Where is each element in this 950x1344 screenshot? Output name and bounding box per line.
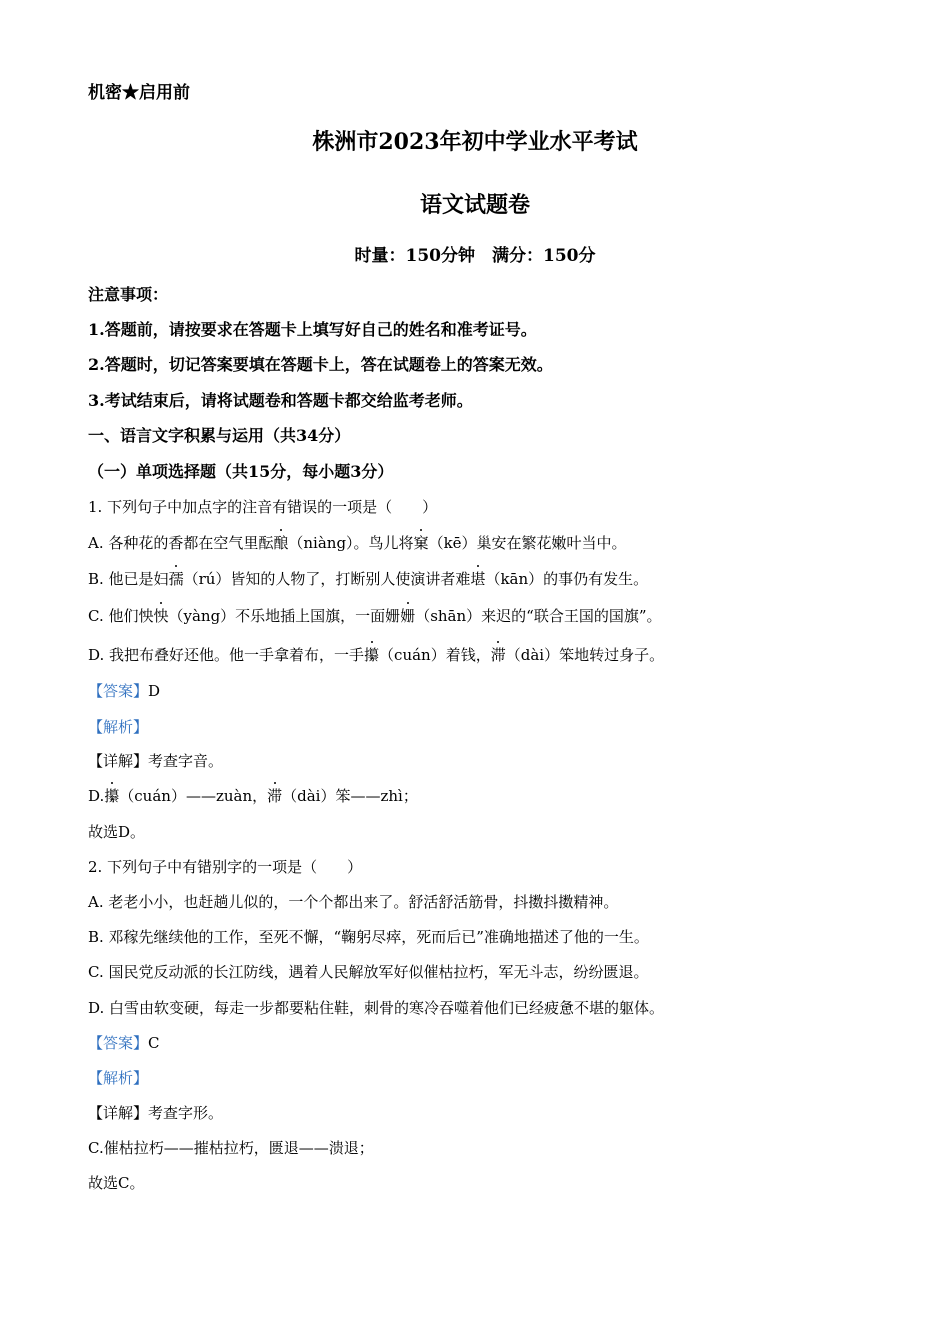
option-text: D. 我把布叠好还他。他一手拿着布，一手 <box>88 646 365 664</box>
explanation-line: C.催枯拉朽——摧枯拉朽，匮退——溃退； <box>88 1139 374 1157</box>
option-text: （niàng）。鸟儿将 <box>288 534 414 552</box>
explanation-text: （dài）笨——zhì； <box>282 787 418 805</box>
conclusion-line: 故选C。 <box>88 1174 145 1192</box>
option-text: （yàng）不乐地插上国旗，一面姗 <box>168 607 401 625</box>
answer-line <box>88 1033 160 1053</box>
question-stem: 1. 下列句子中加点字的注音有错误的一项是（ ） <box>88 498 438 516</box>
notice-item: 1.答题前，请按要求在答题卡上填写好自己的姓名和准考证号。 <box>88 320 537 339</box>
question-option-d: D. 白雪由软变硬，每走一步都要粘住鞋，刺骨的寒冷吞噬着他们已经疲惫不堪的躯体。 <box>88 999 665 1017</box>
answer-tag: 【答案】 <box>88 1034 149 1052</box>
page-title: 株洲市2023年初中学业水平考试 <box>312 129 638 155</box>
notice-item: 3.考试结束后，请将试题卷和答题卡都交给监考老师。 <box>88 391 473 410</box>
question-option-a: A. 老老小小，也赶趟儿似的，一个个都出来了。舒活舒活筋骨，抖擞抖擞精神。 <box>88 893 619 911</box>
dotted-char: 滞 <box>267 787 283 805</box>
question-option-a <box>88 533 627 553</box>
option-text: （cuán）着钱， <box>379 646 491 664</box>
question-stem: 2. 下列句子中有错别字的一项是（ ） <box>88 858 363 876</box>
question-option-d <box>88 645 664 665</box>
explanation-line <box>88 786 418 806</box>
detail-text: 考查字音。 <box>148 752 224 770</box>
detail-tag: 【详解】 <box>88 1104 149 1122</box>
question-option-c: C. 国民党反动派的长江防线，遇着人民解放军好似催枯拉朽，军无斗志，纷纷匮退。 <box>88 963 649 981</box>
subsection-heading: （一）单项选择题（共15分，每小题3分） <box>88 462 394 481</box>
answer-value: D <box>148 682 161 700</box>
notice-item: 2.答题时，切记答案要填在答题卡上，答在试题卷上的答案无效。 <box>88 355 553 374</box>
option-text: B. 他已是妇 <box>88 570 169 588</box>
option-text: （dài）笨地转过身子。 <box>505 646 665 664</box>
answer-tag: 【答案】 <box>88 682 149 700</box>
explanation-text: （cuán）——zuàn， <box>119 787 268 805</box>
notice-heading: 注意事项： <box>88 285 169 304</box>
detail-tag: 【详解】 <box>88 752 149 770</box>
dotted-char: 滞 <box>490 646 506 664</box>
section-heading: 一、语言文字积累与运用（共34分） <box>88 426 351 445</box>
dotted-char: 窠 <box>413 534 429 552</box>
option-text: A. 各种花的香都在空气里酝 <box>88 534 274 552</box>
conclusion-line: 故选D。 <box>88 823 146 841</box>
option-text: （kē）巢安在繁花嫩叶当中。 <box>428 534 627 552</box>
dotted-char: 攥 <box>364 646 380 664</box>
detail-line <box>88 751 223 771</box>
question-option-b <box>88 569 648 589</box>
option-text: （rú）皆知的人物了，打断别人使演讲者难 <box>183 570 471 588</box>
confidential-label: 机密★启用前 <box>88 83 190 103</box>
detail-text: 考查字形。 <box>148 1104 224 1122</box>
time-info: 时量：150分钟 满分：150分 <box>354 246 596 266</box>
option-text: （shān）来迟的“联合王国的国旗”。 <box>415 607 662 625</box>
option-text: C. 他们怏 <box>88 607 154 625</box>
detail-line <box>88 1103 223 1123</box>
answer-line <box>88 681 160 701</box>
page-subtitle: 语文试题卷 <box>419 192 530 218</box>
analysis-tag: 【解析】 <box>88 1069 149 1087</box>
answer-value: C <box>148 1034 160 1052</box>
question-option-c <box>88 606 662 626</box>
explanation-text: D. <box>88 787 105 805</box>
analysis-tag: 【解析】 <box>88 718 149 736</box>
dotted-char: 攥 <box>104 787 120 805</box>
dotted-char: 堪 <box>470 570 486 588</box>
option-text: （kān）的事仍有发生。 <box>485 570 649 588</box>
dotted-char: 姗 <box>400 607 416 625</box>
dotted-char: 孺 <box>168 570 184 588</box>
question-option-b: B. 邓稼先继续他的工作，至死不懈，“鞠躬尽瘁，死而后已”准确地描述了他的一生。 <box>88 928 649 946</box>
dotted-char: 怏 <box>153 607 169 625</box>
dotted-char: 酿 <box>273 534 289 552</box>
